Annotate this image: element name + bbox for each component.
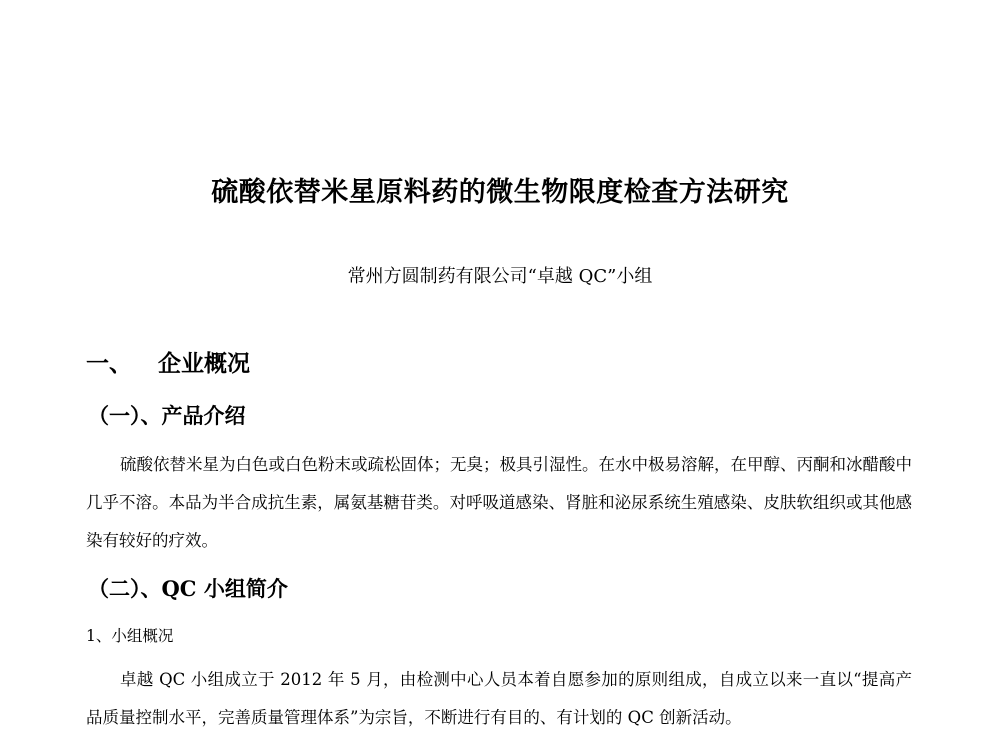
subsection-heading-product: （一）、产品介绍	[88, 403, 246, 428]
document-subtitle: 常州方圆制药有限公司“卓越 QC”小组	[347, 266, 653, 287]
subsection-heading-qc: （二）、QC 小组简介	[88, 576, 288, 601]
qc-paragraph: 卓越 QC 小组成立于 2012 年 5 月，由检测中心人员本着自愿参加的原则组成，自成立以来一直以“提高产品质量控制水平，完善质量管理体系”为宗旨，不断进行有目的、有计划的 QC 创新活动。	[86, 670, 912, 727]
section-title: 企业概况	[158, 350, 250, 377]
document-title: 硫酸依替米星原料药的微生物限度检查方法研究	[211, 177, 789, 208]
list-item-label: 1、小组概况	[86, 627, 174, 645]
section-heading-1	[86, 345, 250, 378]
section-number: 一、	[86, 350, 132, 377]
product-paragraph: 硫酸依替米星为白色或白色粉末或疏松固体；无臭；极具引湿性。在水中极易溶解，在甲醇、丙酮和冰醋酸中几乎不溶。本品为半合成抗生素，属氨基糖苷类。对呼吸道感染、肾脏和泌尿系统生殖感染、皮肤软组织或其他感染有较好的疗效。	[86, 455, 912, 550]
